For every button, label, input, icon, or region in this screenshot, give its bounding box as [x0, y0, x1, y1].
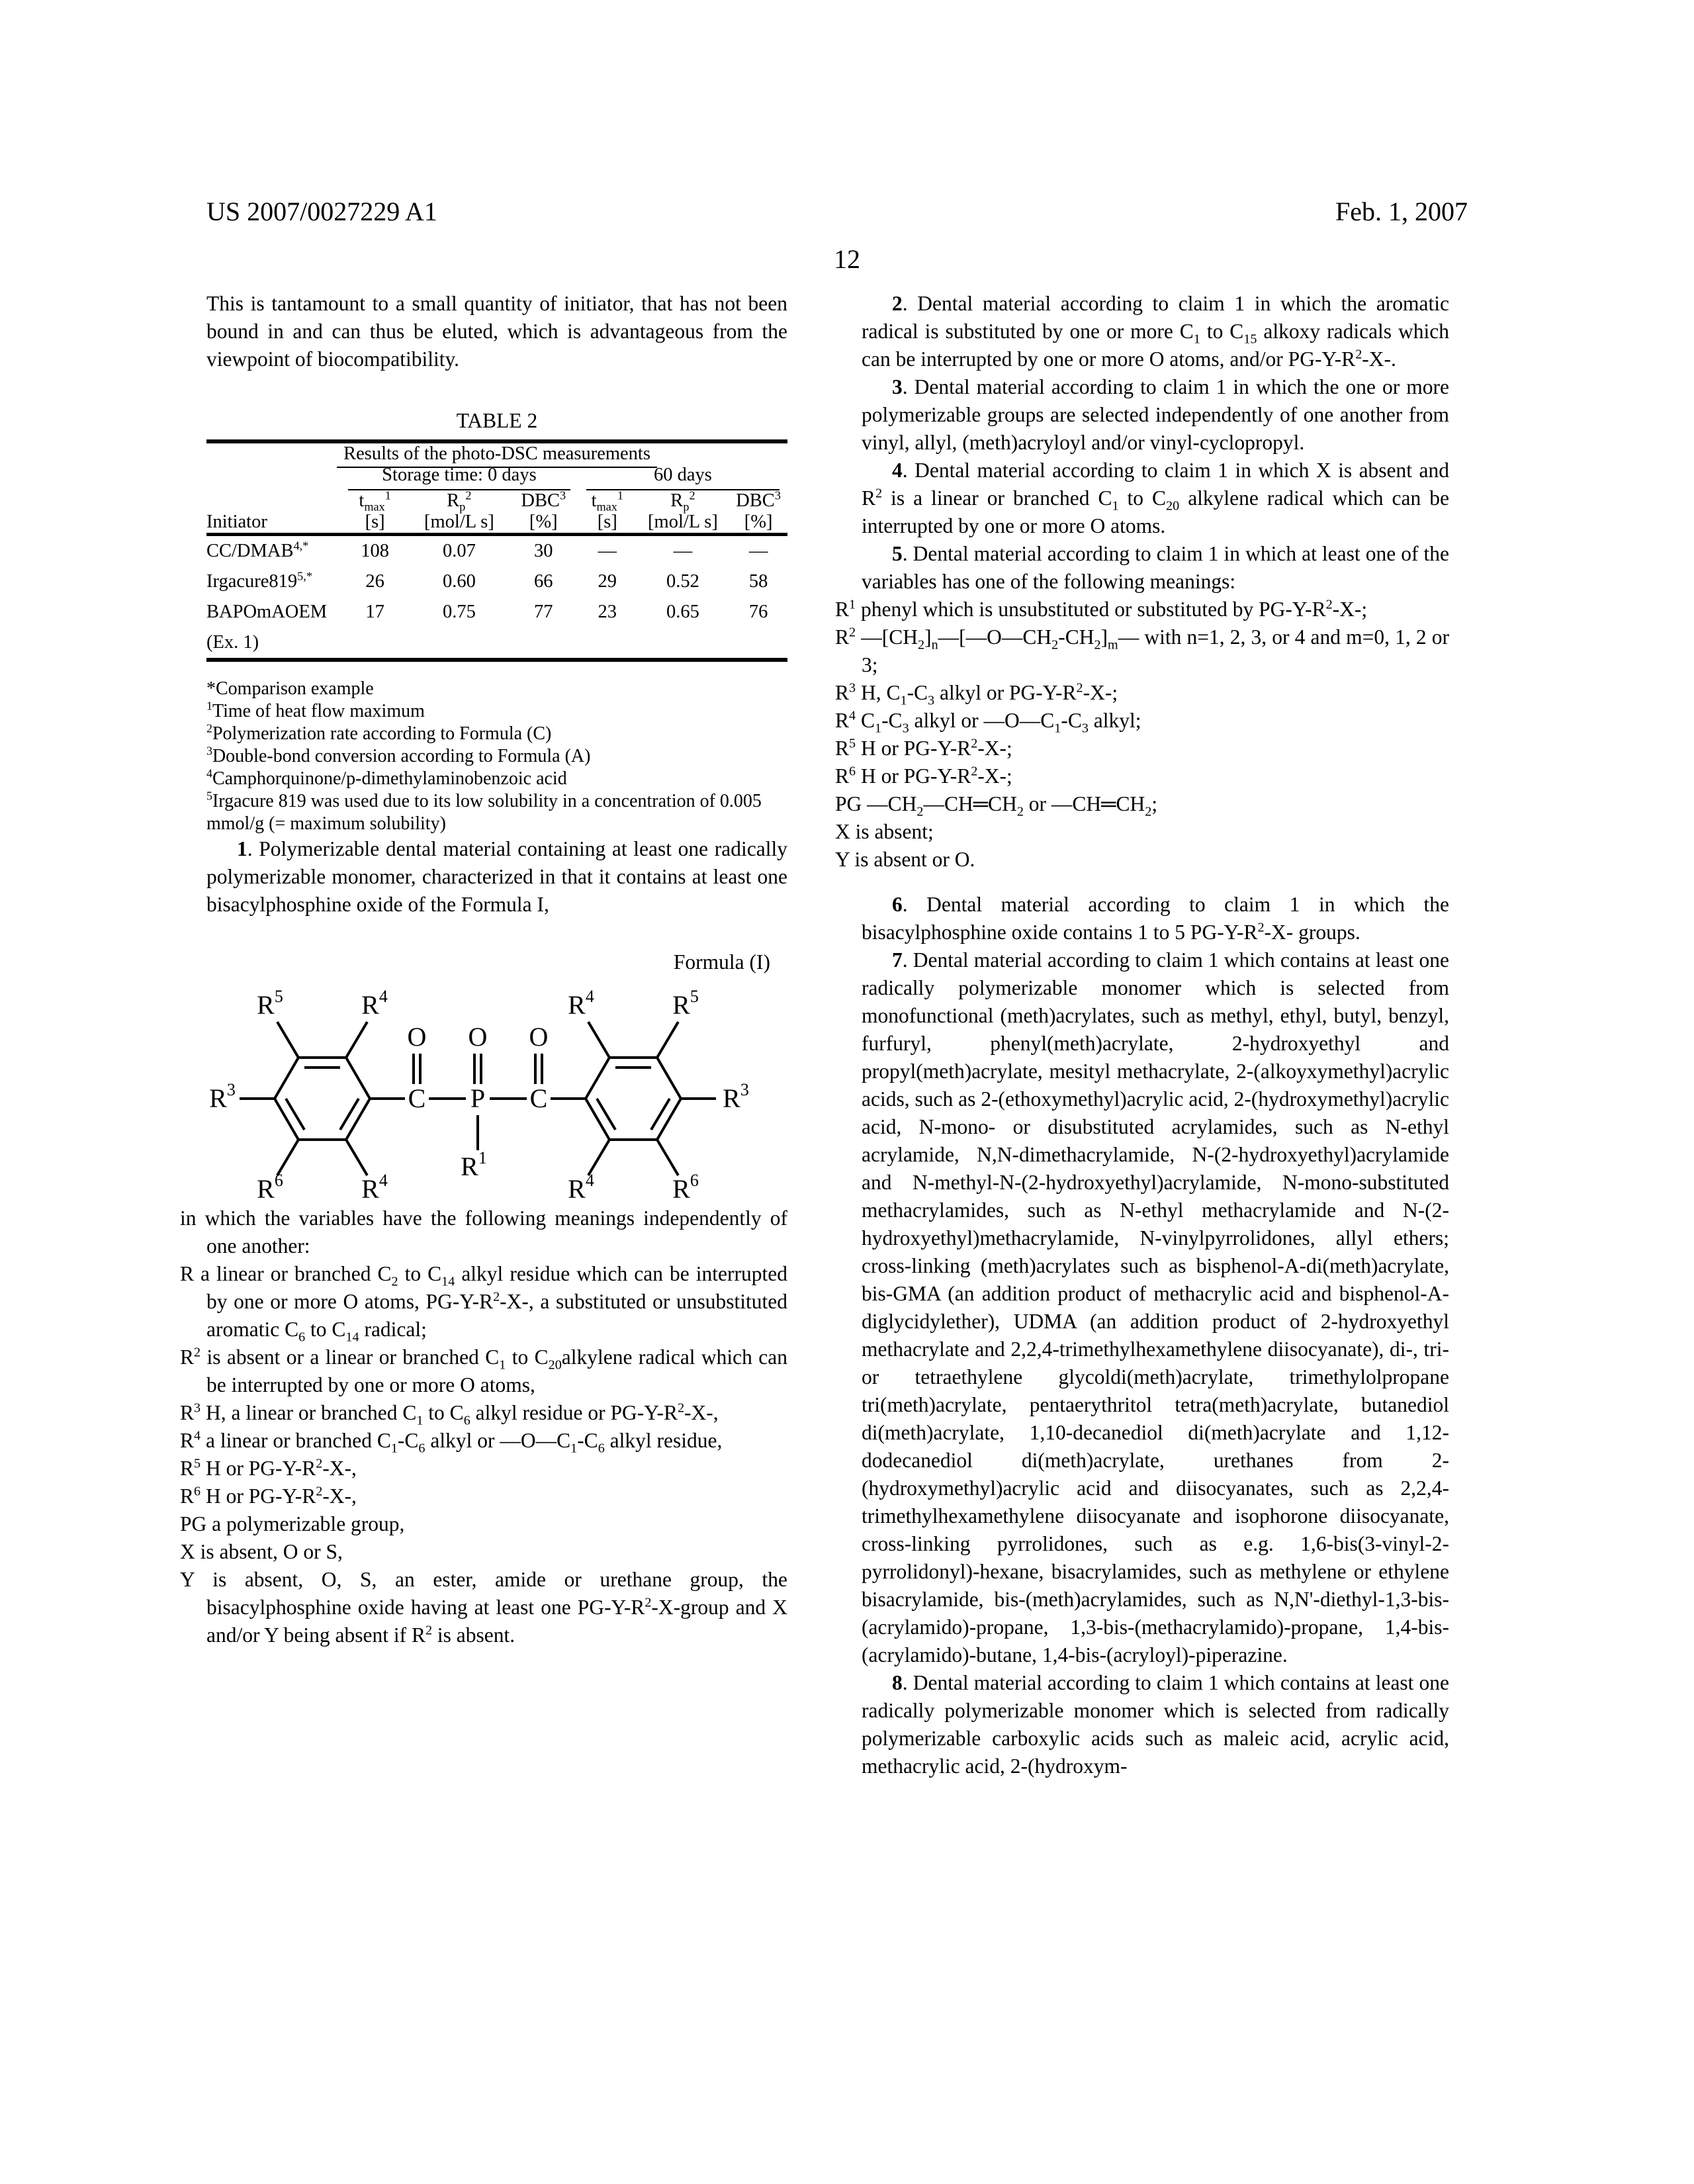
- group-header-storage-0-days: Storage time: 0 days: [348, 465, 570, 490]
- initiator-line1: BAPOmAOEM: [206, 602, 328, 622]
- group-header-60-days: 60 days: [586, 465, 780, 490]
- footnote-1: $^1$Time of heat flow maximum: [206, 699, 425, 721]
- cell-value: 108: [361, 541, 389, 561]
- cell-value: 66: [533, 571, 553, 592]
- cell-value: 30: [533, 541, 553, 561]
- cell-value: 77: [533, 602, 553, 622]
- substituent-label-r4: $R^4$: [568, 1171, 594, 1204]
- central-chain: [370, 1022, 586, 1181]
- table-spacer-cell: [206, 465, 340, 490]
- cell-value: 76: [748, 602, 768, 622]
- definition-r6: $R^6$ H or $PG-Y-R^2-X-$;: [835, 764, 1012, 788]
- definition-x: X is absent;: [835, 820, 934, 843]
- footnote-3: $^3$Double-bond conversion according to Formula (A): [206, 744, 591, 766]
- variables-intro: in which the variables have the following meanings independently of one another:: [180, 1206, 787, 1257]
- claim-2: 2. Dental material according to claim 1 in which the aromatic radical is substituted by one or more $C_1$ to $C_{15}$ alkoxy radicals which can be interrupted by one or more O atoms, and/or $PG-Y-R^2-X-$.: [862, 292, 1449, 371]
- oxygen-label: O: [407, 1022, 427, 1052]
- definition-y: Y is absent, O, S, an ester, amide or urethane group, the bisacylphosphine oxide having at least one $PG-Y-R^2-X$-group and X and/or Y being absent if $R^2$ is absent.: [180, 1568, 787, 1647]
- table-label: TABLE 2: [456, 409, 538, 432]
- substituent-label-r5: $R^5$: [672, 987, 699, 1020]
- definition-r1: $R^1$ phenyl which is unsubstituted or substituted by $PG-Y-R^2-X-$;: [835, 597, 1368, 621]
- initiator-name: $Irgacure819^{5,*}$: [206, 569, 312, 592]
- cell-value: 58: [748, 571, 768, 592]
- footnote-comparison: *Comparison example: [206, 678, 374, 699]
- benzene-ring-right: [568, 987, 749, 1204]
- column-header-dbc-60d: DBC$^3$: [736, 488, 781, 511]
- cell-value: 0.65: [666, 602, 699, 622]
- footnote-5: $^5$Irgacure 819 was used due to its low solubility in a concentration of 0.005 mmol/g (= maximum solubility): [206, 789, 762, 834]
- unit-s-0d: [s]: [340, 512, 410, 535]
- cell-value: 29: [598, 571, 617, 592]
- oxygen-label: O: [468, 1022, 488, 1052]
- left-column: [180, 290, 788, 1649]
- definition-r5: $R^5$ H or $PG-Y-R^2-X-$;: [835, 736, 1012, 760]
- photo-dsc-table: [206, 439, 787, 662]
- definition-r: R a linear or branched $C_2$ to $C_{14}$ alkyl residue which can be interrupted by one or more O atoms, $PG-Y-R^2-X-$, a substituted or unsubstituted aromatic $C_6$ to $C_{14}$ radical;: [180, 1262, 787, 1345]
- cell-value: 17: [365, 602, 384, 622]
- substituent-label-r5: $R^5$: [257, 987, 283, 1020]
- footnote-4: $^4$Camphorquinone/p-dimethylaminobenzoic acid: [206, 766, 567, 789]
- patent-date: Feb. 1, 2007: [1335, 197, 1468, 226]
- unit-s-60d: [s]: [578, 512, 637, 535]
- definition-r3: $R^3$ H, $C_1-C_3$ alkyl or $PG-Y-R^2-X-$;: [835, 680, 1118, 708]
- cell-value: —: [748, 541, 768, 561]
- cell-value: —: [673, 541, 693, 561]
- column-header-initiator: Initiator: [206, 490, 340, 535]
- intro-paragraph: This is tantamount to a small quantity of initiator, that has not been bound in and can thus be eluted, which is advantageous from the viewpoint of biocompatibility.: [206, 292, 787, 371]
- unit-mol-0d: [mol/L s]: [410, 512, 508, 535]
- table-row-irgacure819: [206, 567, 787, 597]
- formula-structure: [206, 979, 787, 1205]
- substituent-label-r1: $R^1$: [461, 1148, 487, 1181]
- column-header-dbc-0d: DBC$^3$: [521, 488, 566, 511]
- definition-r3: $R^3$ H, a linear or branched $C_1$ to $C_6$ alkyl residue or $PG-Y-R^2-X-$,: [180, 1400, 719, 1428]
- definition-r6: $R^6$ H or $PG-Y-R^2-X-$,: [180, 1484, 357, 1508]
- unit-pct-0d: [%]: [509, 512, 578, 535]
- claim-1: 1. Polymerizable dental material containing at least one radically polymerizable monomer, characterized in that it contains at least one bisacylphosphine oxide of the Formula I,: [206, 837, 787, 916]
- claim-6: 6. Dental material according to claim 1 in which the bisacylphosphine oxide contains 1 to 5 $PG-Y-R^2-X-$ groups.: [862, 893, 1449, 944]
- patent-number: US 2007/0027229 A1: [206, 197, 437, 226]
- cell-value: 0.60: [442, 571, 476, 592]
- formula-label: Formula (I): [673, 950, 770, 974]
- definition-pg: PG a polymerizable group,: [180, 1512, 405, 1535]
- substituent-label-r3: $R^3$: [209, 1080, 236, 1113]
- column-header-tmax-60d: $t_{max}^1$: [591, 488, 624, 514]
- claim-4: 4. Dental material according to claim 1 in which X is absent and $R^2$ is a linear or branched $C_1$ to $C_{20}$ alkylene radical which can be interrupted by one or more O atoms.: [862, 459, 1449, 537]
- definition-r5: $R^5$ H or $PG-Y-R^2-X-$,: [180, 1456, 357, 1480]
- definition-r2: $R^2$ is absent or a linear or branched $C_1$ to $C_{20}alkylene$ radical which can be interrupted by one or more O atoms,: [180, 1345, 788, 1396]
- claim-7: 7. Dental material according to claim 1 which contains at least one radically polymerizable monomer which is selected from monofunctional (meth)acrylates, such as methyl, ethyl, butyl, benzyl, furfuryl, phenyl(meth)acrylate, 2-hydroxyethyl and propyl(meth)acrylate, mesityl methacrylate, 2-(alkoyxymethyl)acrylic acids, such as 2-(ethoxymethyl)acrylic acid, 2-(hydroxymethyl)acrylic acid, N-mono- or disubstituted acrylamides, such as N-ethyl acrylamide, N,N-dimethacrylamide, N-(2-hydroxyethyl)acrylamide and N-methyl-N-(2-hydroxyethyl)acrylamide, N-mono-substituted methacrylamides, such as N-ethyl methacrylamide and N-(2-hydroxyethyl)methacrylamide, N-vinylpyrrolidones, allyl ethers; cross-linking (meth)acrylates such as bisphenol-A-di(meth)acrylate, bis-GMA (an addition product of methacrylic acid and bisphenol-A-diglycidylether), UDMA (an addition product of 2-hydroxyethyl methacrylate and 2,2,4-trimethylhexamethylene diisocyanate), di-, tri- or tetraethylene glycoldi(meth)acrylate, trimethylolpropane tri(meth)acrylate, pentaerythritol tetra(meth)acrylate, butanediol di(meth)acrylate, 1,10-decanediol di(meth)acrylate and 1,12-dodecanediol di(meth)acrylate, urethanes from 2-(hydroxymethyl)acrylic acid and diisocyanates, such as 2,2,4-trimethylhexamethylene diisocyanate and isophorone diisocyanate, cross-linking pyrrolidones, such as e.g. 1,6-bis(3-vinyl-2-pyrrolidonyl)-hexane, bisacrylamides, such as methylene or ethylene bisacrylamide, bis-(meth)acrylamides, such as N,N'-diethyl-1,3-bis-(acrylamido)-propane, 1,3-bis-(methacrylamido)-propane, 1,4-bis-(acrylamido)-butane, 1,4-bis-(acryloyl)-piperazine.: [862, 948, 1449, 1666]
- right-column: [835, 290, 1450, 1780]
- table-footnotes: [206, 678, 787, 835]
- initiator-name: [206, 597, 340, 660]
- unit-pct-60d: [%]: [729, 512, 787, 535]
- cell-value: 23: [598, 602, 617, 622]
- phosphorus-label: P: [470, 1083, 486, 1113]
- definition-x: X is absent, O or S,: [180, 1540, 343, 1563]
- table-row-bapomaoem: [206, 597, 787, 660]
- oxygen-label: O: [529, 1022, 549, 1052]
- definition-r4: $R^4$ a linear or branched $C_1-C_6$ alkyl or $—O—C_1-C_6$ alkyl residue,: [180, 1428, 723, 1456]
- page-number: 12: [834, 244, 860, 274]
- definition-r2: $R^2$ $—[CH_2]_n—[—O—CH_2-CH_2]_m—$ with n=1, 2, 3, or 4 and m=0, 1, 2 or 3;: [835, 625, 1450, 676]
- claim-8: 8. Dental material according to claim 1 which contains at least one radically polymerizable monomer which is selected from radically polymerizable carboxylic acids such as maleic acid, acrylic acid, methacrylic acid, 2-(hydroxym-: [862, 1671, 1449, 1778]
- carbon-label: C: [408, 1083, 426, 1113]
- substituent-label-r4: $R^4$: [361, 987, 388, 1020]
- initiator-name: $CC/DMAB^{4,*}$: [206, 539, 309, 561]
- substituent-label-r4: $R^4$: [361, 1171, 388, 1204]
- cell-value: —: [598, 541, 617, 561]
- substituent-label-r6: $R^6$: [257, 1171, 283, 1204]
- definition-pg: PG $—CH_2—CH═CH_2$ or $—CH═CH_2$;: [835, 792, 1158, 819]
- footnote-2: $^2$Polymerization rate according to Formula (C): [206, 721, 552, 744]
- cell-value: 0.75: [442, 602, 476, 622]
- carbon-label: C: [529, 1083, 548, 1113]
- claim-5-definitions: [835, 596, 1450, 874]
- substituent-label-r4: $R^4$: [568, 987, 594, 1020]
- column-header-tmax-0d: $t_{max}^1$: [359, 488, 391, 514]
- definition-y: Y is absent or O.: [835, 848, 975, 871]
- table-title: Results of the photo-DSC measurements: [337, 443, 657, 468]
- column-header-rp-60d: $R_p^2$: [670, 488, 695, 514]
- benzene-ring-left: [209, 987, 388, 1204]
- cell-value: 0.07: [442, 541, 476, 561]
- initiator-line2: (Ex. 1): [206, 632, 259, 653]
- cell-value: 0.52: [666, 571, 699, 592]
- table-row-cc-dmab: [206, 535, 787, 567]
- definition-r4: $R^4$ $C_1-C_3$ alkyl or $—O—C_1-C_3$ alkyl;: [835, 708, 1141, 736]
- unit-mol-60d: [mol/L s]: [637, 512, 729, 535]
- substituent-label-r6: $R^6$: [672, 1171, 699, 1204]
- substituent-label-r3: $R^3$: [723, 1080, 749, 1113]
- column-header-rp-0d: $R_p^2$: [447, 488, 472, 514]
- cell-value: 26: [365, 571, 384, 592]
- claim-3: 3. Dental material according to claim 1 in which the one or more polymerizable groups are selected independently of one another from vinyl, allyl, (meth)acryloyl and/or vinyl-cyclopropyl.: [862, 375, 1449, 454]
- claim-5: 5. Dental material according to claim 1 in which at least one of the variables has one of the following meanings:: [862, 542, 1449, 593]
